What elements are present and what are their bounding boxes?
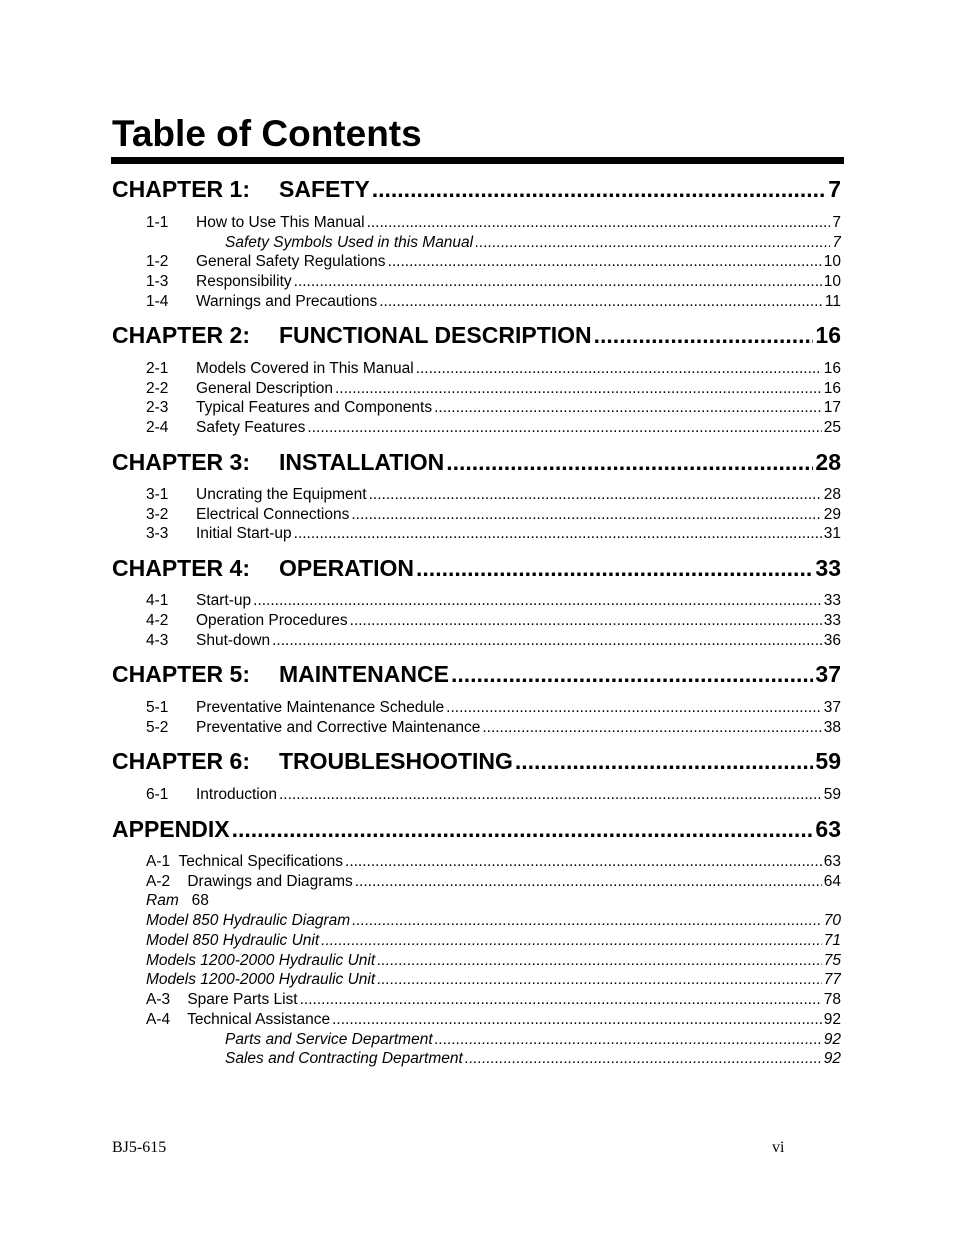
chapter-title: FUNCTIONAL DESCRIPTION	[279, 322, 592, 348]
ram-page: 68	[178, 892, 209, 909]
dot-leader	[475, 233, 830, 253]
chapter-title: SAFETY	[279, 176, 370, 202]
section-number: 1-4	[146, 293, 169, 310]
entry-title: Model 850 Hydraulic Unit	[146, 932, 320, 949]
toc-section-5-1[interactable]	[146, 698, 841, 718]
dot-leader	[272, 631, 822, 651]
dot-leader	[515, 746, 814, 776]
entry-page: 63	[823, 853, 841, 870]
chapter-page: 28	[815, 449, 841, 475]
subsection-page: 92	[823, 1050, 841, 1067]
toc-appendix-a3[interactable]	[146, 990, 841, 1010]
section-title: Initial Start-up	[196, 525, 292, 542]
toc-section-1-2[interactable]	[146, 252, 841, 272]
chapter-number: CHAPTER 2:	[112, 322, 251, 348]
section-number: 1-1	[146, 214, 169, 231]
dot-leader	[446, 447, 813, 477]
toc-section-4-1[interactable]	[146, 591, 841, 611]
chapter-number: CHAPTER 1:	[112, 176, 251, 202]
dot-leader	[446, 698, 822, 718]
dot-leader	[434, 398, 822, 418]
section-number: 5-1	[146, 699, 169, 716]
chapter-title: OPERATION	[279, 555, 415, 581]
entry-title: Model 850 Hydraulic Diagram	[146, 912, 351, 929]
entry-title: A-2 Drawings and Diagrams	[146, 873, 353, 890]
title-rule	[111, 157, 844, 164]
chapter-page: 33	[815, 555, 841, 581]
chapter-title: TROUBLESHOOTING	[279, 748, 513, 774]
subsection-page: 7	[832, 234, 841, 251]
dot-leader	[300, 990, 822, 1010]
section-title: Models Covered in This Manual	[196, 360, 414, 377]
toc-models-1200-2000-unit-b[interactable]	[146, 970, 841, 990]
toc-appendix-a2[interactable]	[146, 872, 841, 892]
section-number: 4-2	[146, 612, 169, 629]
toc-section-4-2[interactable]	[146, 611, 841, 631]
section-page: 29	[823, 506, 841, 523]
section-page: 25	[823, 419, 841, 436]
chapter-number: CHAPTER 5:	[112, 661, 251, 687]
toc-section-1-4[interactable]	[146, 292, 841, 312]
dot-leader	[451, 659, 813, 689]
dot-leader	[294, 272, 822, 292]
toc-chapter-1[interactable]	[112, 174, 841, 204]
section-number: 3-3	[146, 525, 169, 542]
toc-sales-contracting-dept[interactable]	[225, 1049, 841, 1069]
section-page: 38	[823, 719, 841, 736]
section-page: 33	[823, 612, 841, 629]
appendix-page: 63	[815, 816, 841, 842]
section-title: Responsibility	[196, 273, 292, 290]
dot-leader	[335, 379, 822, 399]
dot-leader	[377, 970, 822, 990]
toc-section-1-3[interactable]	[146, 272, 841, 292]
dot-leader	[416, 359, 822, 379]
section-title: Safety Features	[196, 419, 306, 436]
section-page: 16	[823, 380, 841, 397]
dot-leader	[594, 320, 814, 350]
section-page: 33	[823, 592, 841, 609]
toc-section-4-3[interactable]	[146, 631, 841, 651]
section-title: Warnings and Precautions	[196, 293, 378, 310]
chapter-number: CHAPTER 6:	[112, 748, 251, 774]
section-number: 2-1	[146, 360, 169, 377]
entry-page: 75	[823, 952, 841, 969]
dot-leader	[279, 785, 822, 805]
dot-leader	[482, 718, 821, 738]
section-title: Introduction	[196, 786, 277, 803]
toc-section-2-3[interactable]	[146, 398, 841, 418]
dot-leader	[321, 931, 822, 951]
dot-leader	[352, 911, 822, 931]
toc-model-850-diagram[interactable]	[146, 911, 841, 931]
section-page: 10	[823, 273, 841, 290]
dot-leader	[435, 1030, 822, 1050]
section-title: Operation Procedures	[196, 612, 348, 629]
section-page: 11	[824, 293, 841, 310]
section-number: 4-1	[146, 592, 169, 609]
chapter-number: CHAPTER 3:	[112, 449, 251, 475]
section-page: 28	[823, 486, 841, 503]
chapter-title: INSTALLATION	[279, 449, 445, 475]
footer-page-number: vi	[772, 1139, 785, 1156]
chapter-page: 37	[815, 661, 841, 687]
footer-doc-id: BJ5-615	[112, 1139, 167, 1156]
section-page: 31	[823, 525, 841, 542]
entry-title: Models 1200-2000 Hydraulic Unit	[146, 952, 376, 969]
toc-section-3-1[interactable]	[146, 485, 841, 505]
section-title: Preventative Maintenance Schedule	[196, 699, 445, 716]
toc-parts-service-dept[interactable]	[225, 1030, 841, 1050]
toc-section-2-1[interactable]	[146, 359, 841, 379]
dot-leader	[379, 292, 823, 312]
section-number: 2-2	[146, 380, 169, 397]
subsection-page: 92	[823, 1031, 841, 1048]
section-number: 1-3	[146, 273, 169, 290]
dot-leader	[377, 951, 822, 971]
dot-leader	[345, 852, 822, 872]
entry-title: A-4 Technical Assistance	[146, 1011, 331, 1028]
section-page: 7	[832, 214, 841, 231]
dot-leader	[232, 814, 814, 844]
toc-appendix-a4[interactable]	[146, 1010, 841, 1030]
section-number: 2-3	[146, 399, 169, 416]
section-page: 10	[823, 253, 841, 270]
toc-subsection-safety-symbols[interactable]	[225, 233, 841, 253]
section-page: 36	[823, 632, 841, 649]
toc-section-3-2[interactable]	[146, 505, 841, 525]
section-title: How to Use This Manual	[196, 214, 365, 231]
subsection-title: Safety Symbols Used in this Manual	[225, 234, 474, 251]
dot-leader	[388, 252, 822, 272]
toc-section-2-4[interactable]	[146, 418, 841, 438]
entry-title: A-3 Spare Parts List	[146, 991, 298, 1008]
appendix-title: APPENDIX	[112, 816, 230, 842]
toc-chapter-6[interactable]	[112, 746, 841, 776]
toc-section-2-2[interactable]	[146, 379, 841, 399]
entry-page: 77	[823, 971, 841, 988]
section-number: 4-3	[146, 632, 169, 649]
toc-chapter-2[interactable]	[112, 320, 841, 350]
subsection-title: Sales and Contracting Department	[225, 1050, 463, 1067]
dot-leader	[465, 1049, 822, 1069]
chapter-page: 16	[815, 322, 841, 348]
dot-leader	[367, 213, 831, 233]
toc-section-3-3[interactable]	[146, 524, 841, 544]
section-number: 3-1	[146, 486, 169, 503]
toc-section-5-2[interactable]	[146, 718, 841, 738]
page-title: Table of Contents	[112, 113, 422, 154]
entry-title: Models 1200-2000 Hydraulic Unit	[146, 971, 376, 988]
entry-page: 64	[823, 873, 841, 890]
dot-leader	[355, 872, 822, 892]
toc-chapter-4[interactable]	[112, 553, 841, 583]
dot-leader	[369, 485, 822, 505]
ram-label: Ram	[146, 892, 179, 909]
dot-leader	[332, 1010, 822, 1030]
dot-leader	[351, 505, 821, 525]
section-title: Preventative and Corrective Maintenance	[196, 719, 481, 736]
chapter-page: 7	[828, 176, 841, 202]
section-page: 37	[823, 699, 841, 716]
dot-leader	[372, 174, 826, 204]
toc-models-1200-2000-unit-a[interactable]	[146, 951, 841, 971]
section-number: 2-4	[146, 419, 169, 436]
section-title: Uncrating the Equipment	[196, 486, 367, 503]
section-page: 59	[823, 786, 841, 803]
toc-model-850-unit[interactable]	[146, 931, 841, 951]
section-number: 5-2	[146, 719, 169, 736]
section-page: 17	[823, 399, 841, 416]
section-number: 1-2	[146, 253, 169, 270]
section-title: Electrical Connections	[196, 506, 350, 523]
entry-page: 71	[823, 932, 841, 949]
section-title: Shut-down	[196, 632, 271, 649]
toc-appendix-a1[interactable]	[146, 852, 841, 872]
section-number: 6-1	[146, 786, 169, 803]
section-title: Start-up	[196, 592, 252, 609]
section-title: Typical Features and Components	[196, 399, 433, 416]
entry-page: 92	[823, 1011, 841, 1028]
dot-leader	[294, 524, 822, 544]
dot-leader	[307, 418, 821, 438]
dot-leader	[253, 591, 822, 611]
chapter-title: MAINTENANCE	[279, 661, 449, 687]
toc-section-6-1[interactable]	[146, 785, 841, 805]
section-title: General Safety Regulations	[196, 253, 386, 270]
toc-appendix[interactable]	[112, 814, 841, 844]
entry-title: A-1 Technical Specifications	[146, 853, 344, 870]
toc-chapter-5[interactable]	[112, 659, 841, 689]
subsection-title: Parts and Service Department	[225, 1031, 433, 1048]
section-number: 3-2	[146, 506, 169, 523]
chapter-number: CHAPTER 4:	[112, 555, 251, 581]
section-page: 16	[823, 360, 841, 377]
section-title: General Description	[196, 380, 333, 397]
dot-leader	[416, 553, 813, 583]
toc-section-1-1[interactable]	[146, 213, 841, 233]
toc-chapter-3[interactable]	[112, 447, 841, 477]
chapter-page: 59	[815, 748, 841, 774]
dot-leader	[350, 611, 822, 631]
entry-page: 70	[823, 912, 841, 929]
entry-page: 78	[823, 991, 841, 1008]
toc-ram-entry[interactable]	[146, 891, 209, 911]
